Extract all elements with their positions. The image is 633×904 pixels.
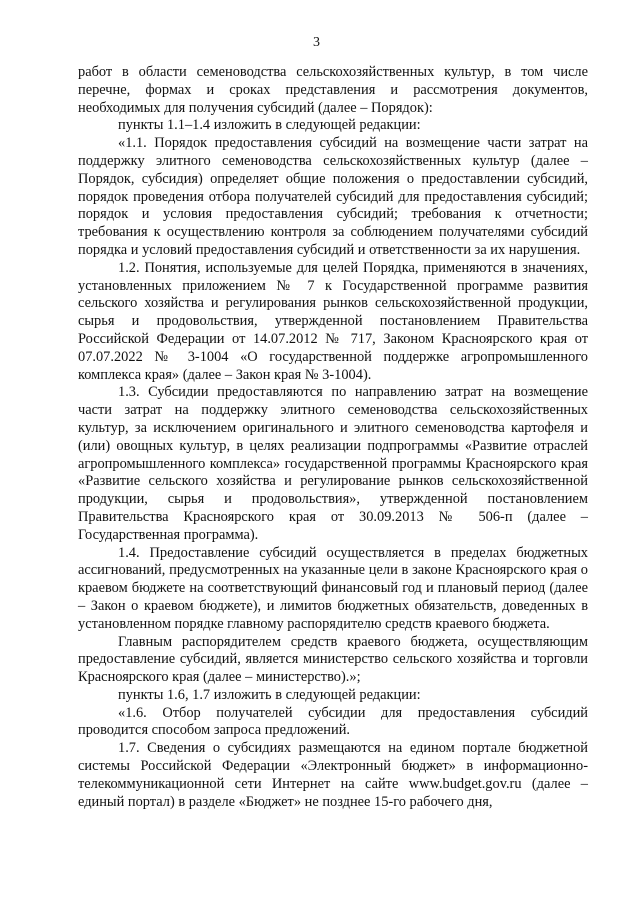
paragraph: 1.4. Предоставление субсидий осуществляется в пределах бюджетных ассигнований, предусмотренных на указанные цели в законе Красноярского края о краевом бюджете на соответствующий финансовый год и плановый период (далее – Закон о краевом бюджете), и лимитов бюджетных обязательств, доведенных в установленном порядке главному распорядителю средств краевого бюджета. (78, 544, 588, 632)
paragraph: пункты 1.1–1.4 изложить в следующей редакции: (118, 117, 421, 134)
paragraph: Главным распорядителем средств краевого бюджета, осуществляющим предоставление субсидий, является министерство сельского хозяйства и торговли Красноярского края (далее – министерство).»; (78, 633, 588, 686)
paragraph: пункты 1.6, 1.7 изложить в следующей редакции: (118, 686, 421, 703)
paragraph: 1.7. Сведения о субсидиях размещаются на едином портале бюджетной системы Российской Федерации «Электронный бюджет» в информационно-телекоммуникационной сети Интернет на сайте www.budget.gov.ru (далее – единый портал) в разделе «Бюджет» не позднее 15-го рабочего дня, (78, 740, 588, 810)
document-body (78, 64, 588, 811)
paragraph: 1.2. Понятия, используемые для целей Порядка, применяются в значениях, установленных приложением № 7 к Государственной программе развития сельского хозяйства и регулирования рынков сельскохозяйственной продукции, сырья и продовольствия, утвержденной постановлением Правительства Российской Федерации от 14.07.2012 № 717, Законом Красноярского края от 07.07.2022 № 3-1004 «О государственной поддержке агропромышленного комплекса края» (далее – Закон края № 3-1004). (78, 259, 588, 383)
paragraph: «1.1. Порядок предоставления субсидий на возмещение части затрат на поддержку элитного семеноводства сельскохозяйственных культур (далее – Порядок, субсидия) определяет общие положения о предоставлении субсидий, порядок проведения отбора получателей субсидий для предоставления субсидий; порядок и условия предоставления субсидий; требования к отчетности; требования к осуществлению контроля за соблюдением получателями субсидий порядка и условий предоставления субсидий и ответственности за их нарушения. (78, 135, 588, 258)
paragraph: работ в области семеноводства сельскохозяйственных культур, в том числе перечне, формах и сроках представления и рассмотрения документов, необходимых для получения субсидий (далее – Порядок): (78, 64, 588, 116)
paragraph: «1.6. Отбор получателей субсидии для предоставления субсидий проводится способом запроса предложений. (78, 704, 588, 739)
paragraph: 1.3. Субсидии предоставляются по направлению затрат на возмещение части затрат на поддержку элитного семеноводства сельскохозяйственных культур, за исключением оригинального и элитного семеноводства картофеля и (или) овощных культур, в целях реализации подпрограммы «Развитие отраслей агропромышленного комплекса» государственной программы Красноярского края «Развитие сельского хозяйства и регулирование рынков сельскохозяйственной продукции, сырья и продовольствия», утвержденной постановлением Правительства Красноярского края от 30.09.2013 № 506-п (далее – Государственная программа). (78, 384, 588, 543)
page-number: 3 (313, 35, 320, 50)
